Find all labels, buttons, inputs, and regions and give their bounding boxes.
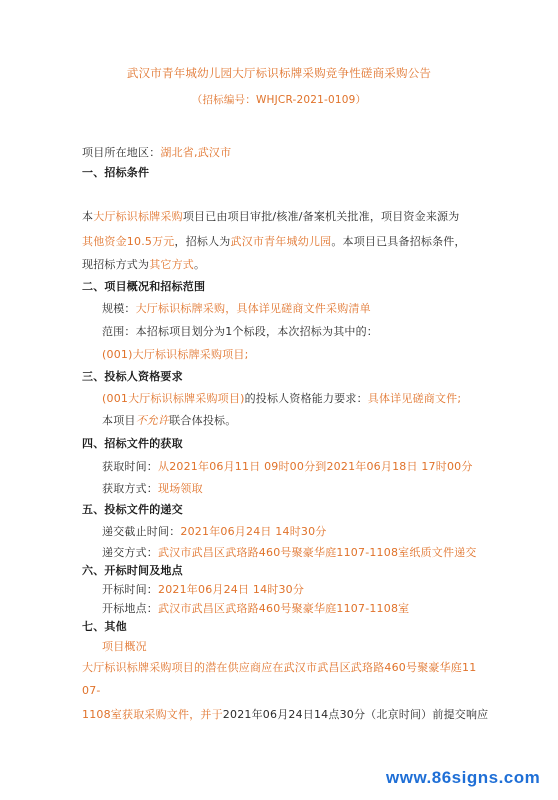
requirement-value: 具体详见磋商文件; — [367, 392, 462, 405]
opening-place-label: 开标地点： — [102, 602, 158, 615]
text-segment: 现招标方式为 — [82, 258, 150, 271]
location-value: 湖北省,武汉市 — [160, 146, 232, 159]
text-segment: 本项目 — [102, 414, 136, 427]
text-segment: 2021年06月24日14点30分（北京时间）前提交响应 — [222, 708, 489, 721]
location-label: 项目所在地区： — [82, 146, 161, 159]
overview-paragraph-line-1: 大厅标识标牌采购项目的潜在供应商应在武汉市武昌区武珞路460号聚豪华庭11 — [82, 661, 477, 674]
acquisition-time-line — [102, 460, 473, 474]
conditions-line-2 — [82, 235, 466, 249]
lot-reference: (001大厅标识标牌采购项目) — [102, 392, 245, 405]
conditions-line-3 — [82, 258, 205, 272]
project-location — [82, 146, 231, 160]
consortium-value: 不允许 — [135, 414, 170, 427]
deadline-label: 递交截止时间： — [102, 525, 181, 538]
document-subtitle: （招标编号：WHJCR-2021-0109） — [191, 94, 367, 106]
text-segment: 项目已由项目审批/核准/备案机关批准，项目资金来源为 — [182, 210, 460, 223]
range-line: 范围：本招标项目划分为1个标段，本次招标为其中的： — [102, 325, 378, 338]
deadline-value: 2021年06月24日 14时30分 — [180, 525, 327, 538]
document-title: 武汉市青年城幼儿园大厅标识标牌采购竞争性磋商采购公告 — [126, 66, 432, 80]
acquisition-time-value: 从2021年06月11日 09时00分到2021年06月18日 17时00分 — [158, 460, 473, 473]
submission-method-label: 递交方式： — [102, 546, 158, 559]
section-heading-qualification: 三、投标人资格要求 — [82, 370, 183, 383]
opening-time-line — [102, 583, 304, 597]
section-heading-opening: 六、开标时间及地点 — [82, 564, 183, 577]
tender-method: 其它方式 — [149, 258, 195, 271]
section-heading-submission: 五、投标文件的递交 — [82, 503, 183, 516]
acquisition-method-label: 获取方式： — [102, 482, 158, 495]
section-heading-overview: 二、项目概况和招标范围 — [82, 280, 206, 293]
scale-line — [102, 302, 371, 316]
project-name: 大厅标识标牌采购 — [93, 210, 183, 223]
text-segment: 。 — [194, 258, 206, 271]
scale-label: 规模： — [102, 302, 136, 315]
submission-method-value: 武汉市武昌区武珞路460号聚豪华庭1107-1108室纸质文件递交 — [158, 546, 477, 559]
submission-deadline-line — [102, 525, 327, 539]
opening-time-label: 开标时间： — [102, 583, 158, 596]
opening-place-line — [102, 602, 409, 616]
acquisition-time-label: 获取时间： — [102, 460, 158, 473]
text-segment: 1108室获取采购文件，并于 — [82, 708, 223, 721]
section-heading-other: 七、其他 — [82, 620, 127, 633]
submission-method-line — [102, 546, 477, 560]
site-watermark: www.86signs.com — [386, 768, 541, 787]
consortium-line — [102, 414, 236, 428]
opening-time-value: 2021年06月24日 14时30分 — [158, 583, 305, 596]
overview-subheading: 项目概况 — [102, 640, 147, 653]
text-segment: 的投标人资格能力要求： — [244, 392, 368, 405]
overview-paragraph-line-3 — [82, 708, 488, 722]
acquisition-method-value: 现场领取 — [158, 482, 203, 495]
qualification-line — [102, 392, 461, 406]
text-segment: 。本项目已具备招标条件， — [331, 235, 466, 248]
text-segment: ，招标人为 — [174, 235, 231, 248]
scale-value: 大厅标识标牌采购，具体详见磋商文件采购清单 — [135, 302, 371, 315]
fund-source: 其他资金10.5万元 — [82, 235, 175, 248]
tenderer-name: 武汉市青年城幼儿园 — [230, 235, 332, 248]
acquisition-method-line — [102, 482, 203, 496]
conditions-line-1 — [82, 210, 459, 224]
section-heading-acquisition: 四、招标文件的获取 — [82, 437, 183, 450]
overview-paragraph-line-2: 07- — [82, 684, 101, 697]
text-segment: 本 — [82, 210, 94, 223]
section-heading-conditions: 一、招标条件 — [82, 166, 150, 179]
text-segment: 联合体投标。 — [169, 414, 237, 427]
lot-line: (001)大厅标识标牌采购项目; — [102, 348, 249, 361]
opening-place-value: 武汉市武昌区武珞路460号聚豪华庭1107-1108室 — [158, 602, 410, 615]
